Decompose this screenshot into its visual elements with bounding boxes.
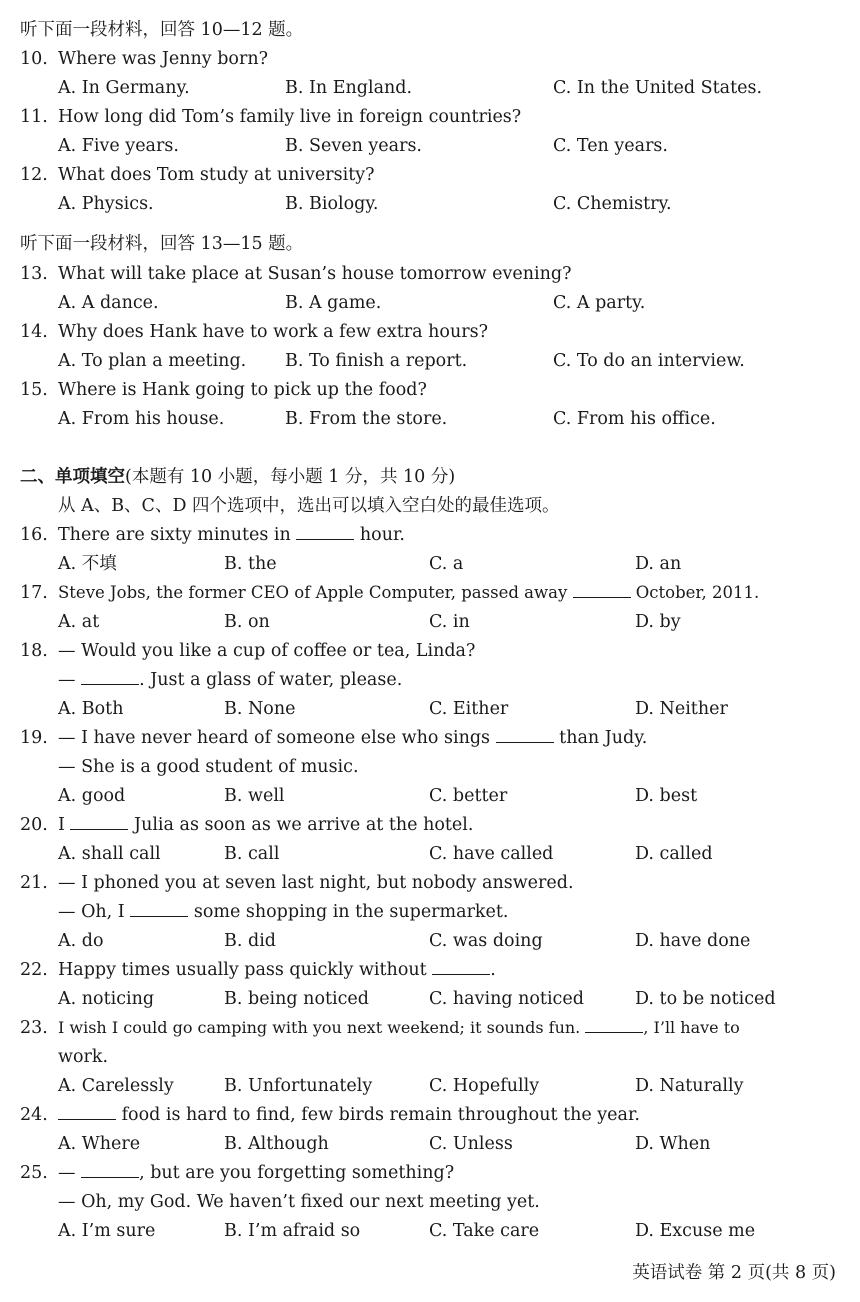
option-a: A. From his house. (58, 409, 225, 429)
question-number: 25. (20, 1163, 48, 1183)
option-a: A. In Germany. (58, 78, 190, 98)
question-number: 21. (20, 873, 48, 893)
question-number: 15. (20, 380, 48, 400)
option-b: B. From the store. (285, 409, 448, 429)
option-b: B. I’m afraid so (224, 1221, 361, 1241)
question-number: 10. (20, 49, 48, 69)
option-b: B. None (224, 699, 296, 719)
answer-blank (573, 583, 631, 598)
option-b: B. Unfortunately (224, 1076, 373, 1096)
option-a: A. A dance. (58, 293, 159, 313)
question-number: 22. (20, 960, 48, 980)
option-c: C. Take care (429, 1221, 540, 1241)
answer-blank (81, 670, 139, 685)
option-c: C. was doing (429, 931, 543, 951)
option-c: C. Ten years. (553, 136, 668, 156)
option-a: A. I’m sure (58, 1221, 156, 1241)
option-d: D. called (635, 844, 713, 864)
question-number: 12. (20, 165, 48, 185)
question-number: 13. (20, 264, 48, 284)
section-instruction: 从 A、B、C、D 四个选项中，选出可以填入空白处的最佳选项。 (58, 496, 560, 516)
question-number: 14. (20, 322, 48, 342)
option-d: D. Excuse me (635, 1221, 756, 1241)
option-b: B. Biology. (285, 194, 379, 214)
question-number: 19. (20, 728, 48, 748)
reply-text: — Oh, I some shopping in the supermarket. (58, 902, 509, 922)
question-text: I Julia as soon as we arrive at the hotel. (58, 815, 474, 835)
answer-blank (432, 960, 490, 975)
question-number: 11. (20, 107, 48, 127)
option-b: B. Seven years. (285, 136, 422, 156)
option-c: C. a (429, 554, 464, 574)
option-d: D. best (635, 786, 698, 806)
option-b: B. In England. (285, 78, 413, 98)
answer-blank (496, 728, 554, 743)
option-b: B. A game. (285, 293, 382, 313)
question-text: — I have never heard of someone else who sings than Judy. (58, 728, 648, 748)
question-text: I wish I could go camping with you next weekend; it sounds fun. , I’ll have to (58, 1018, 740, 1037)
option-a: A. at (58, 612, 100, 632)
option-a: A. To plan a meeting. (58, 351, 247, 371)
question-text: Where was Jenny born? (58, 49, 268, 69)
option-b: B. on (224, 612, 270, 632)
question-number: 16. (20, 525, 48, 545)
question-text: — Would you like a cup of coffee or tea, Linda? (58, 641, 476, 661)
question-text: Happy times usually pass quickly without . (58, 960, 496, 980)
answer-blank (585, 1018, 643, 1033)
option-a: A. Five years. (58, 136, 179, 156)
option-c: C. have called (429, 844, 554, 864)
option-b: B. did (224, 931, 276, 951)
option-b: B. call (224, 844, 280, 864)
answer-blank (81, 1163, 139, 1178)
question-text: There are sixty minutes in hour. (58, 525, 405, 545)
question-text: How long did Tom’s family live in foreign countries? (58, 107, 522, 127)
question-number: 18. (20, 641, 48, 661)
option-c: C. A party. (553, 293, 646, 313)
option-c: C. Unless (429, 1134, 513, 1154)
option-b: B. the (224, 554, 277, 574)
listening-intro-13-15: 听下面一段材料，回答 13—15 题。 (20, 234, 304, 254)
answer-blank (58, 1105, 116, 1120)
question-number: 24. (20, 1105, 48, 1125)
option-d: D. by (635, 612, 681, 632)
question-text: — I phoned you at seven last night, but nobody answered. (58, 873, 574, 893)
question-text: What does Tom study at university? (58, 165, 375, 185)
question-text-cont: work. (58, 1047, 109, 1067)
listening-intro-10-12: 听下面一段材料，回答 10—12 题。 (20, 20, 304, 40)
option-a: A. do (58, 931, 104, 951)
option-b: B. To finish a report. (285, 351, 468, 371)
option-b: B. Although (224, 1134, 329, 1154)
option-c: C. To do an interview. (553, 351, 745, 371)
page-footer: 英语试卷 第 2 页(共 8 页) (632, 1263, 836, 1283)
option-d: D. Neither (635, 699, 728, 719)
option-d: D. an (635, 554, 682, 574)
option-a: A. Physics. (58, 194, 154, 214)
option-a: A. Where (58, 1134, 141, 1154)
question-number: 23. (20, 1018, 48, 1038)
question-number: 20. (20, 815, 48, 835)
answer-blank (70, 815, 128, 830)
option-a: A. Both (58, 699, 124, 719)
option-d: D. Naturally (635, 1076, 744, 1096)
question-text: — , but are you forgetting something? (58, 1163, 455, 1183)
option-a: A. good (58, 786, 126, 806)
option-c: C. In the United States. (553, 78, 763, 98)
option-a: A. Carelessly (58, 1076, 174, 1096)
option-c: C. Chemistry. (553, 194, 672, 214)
option-c: C. Either (429, 699, 509, 719)
option-b: B. well (224, 786, 285, 806)
option-b: B. being noticed (224, 989, 369, 1009)
answer-blank (130, 902, 188, 917)
reply-text: — Oh, my God. We haven’t fixed our next meeting yet. (58, 1192, 540, 1212)
answer-blank (296, 525, 354, 540)
section-note: (本题有 10 小题，每小题 1 分，共 10 分) (125, 467, 456, 487)
option-c: C. having noticed (429, 989, 584, 1009)
question-text: What will take place at Susan’s house tomorrow evening? (58, 264, 572, 284)
option-c: C. in (429, 612, 470, 632)
question-text: Steve Jobs, the former CEO of Apple Computer, passed away October, 2011. (58, 583, 760, 602)
question-number: 17. (20, 583, 48, 603)
option-c: C. From his office. (553, 409, 716, 429)
option-d: D. When (635, 1134, 711, 1154)
reply-text: — . Just a glass of water, please. (58, 670, 403, 690)
section-heading (20, 466, 455, 488)
option-d: D. to be noticed (635, 989, 776, 1009)
option-a: A. noticing (58, 989, 155, 1009)
reply-text: — She is a good student of music. (58, 757, 359, 777)
option-a: A. 不填 (58, 554, 117, 574)
question-text: food is hard to find, few birds remain throughout the year. (58, 1104, 640, 1126)
option-c: C. better (429, 786, 508, 806)
option-a: A. shall call (58, 844, 161, 864)
question-text: Why does Hank have to work a few extra hours? (58, 322, 488, 342)
option-d: D. have done (635, 931, 751, 951)
option-c: C. Hopefully (429, 1076, 540, 1096)
section-title: 二、单项填空 (20, 467, 125, 487)
question-text: Where is Hank going to pick up the food? (58, 380, 427, 400)
